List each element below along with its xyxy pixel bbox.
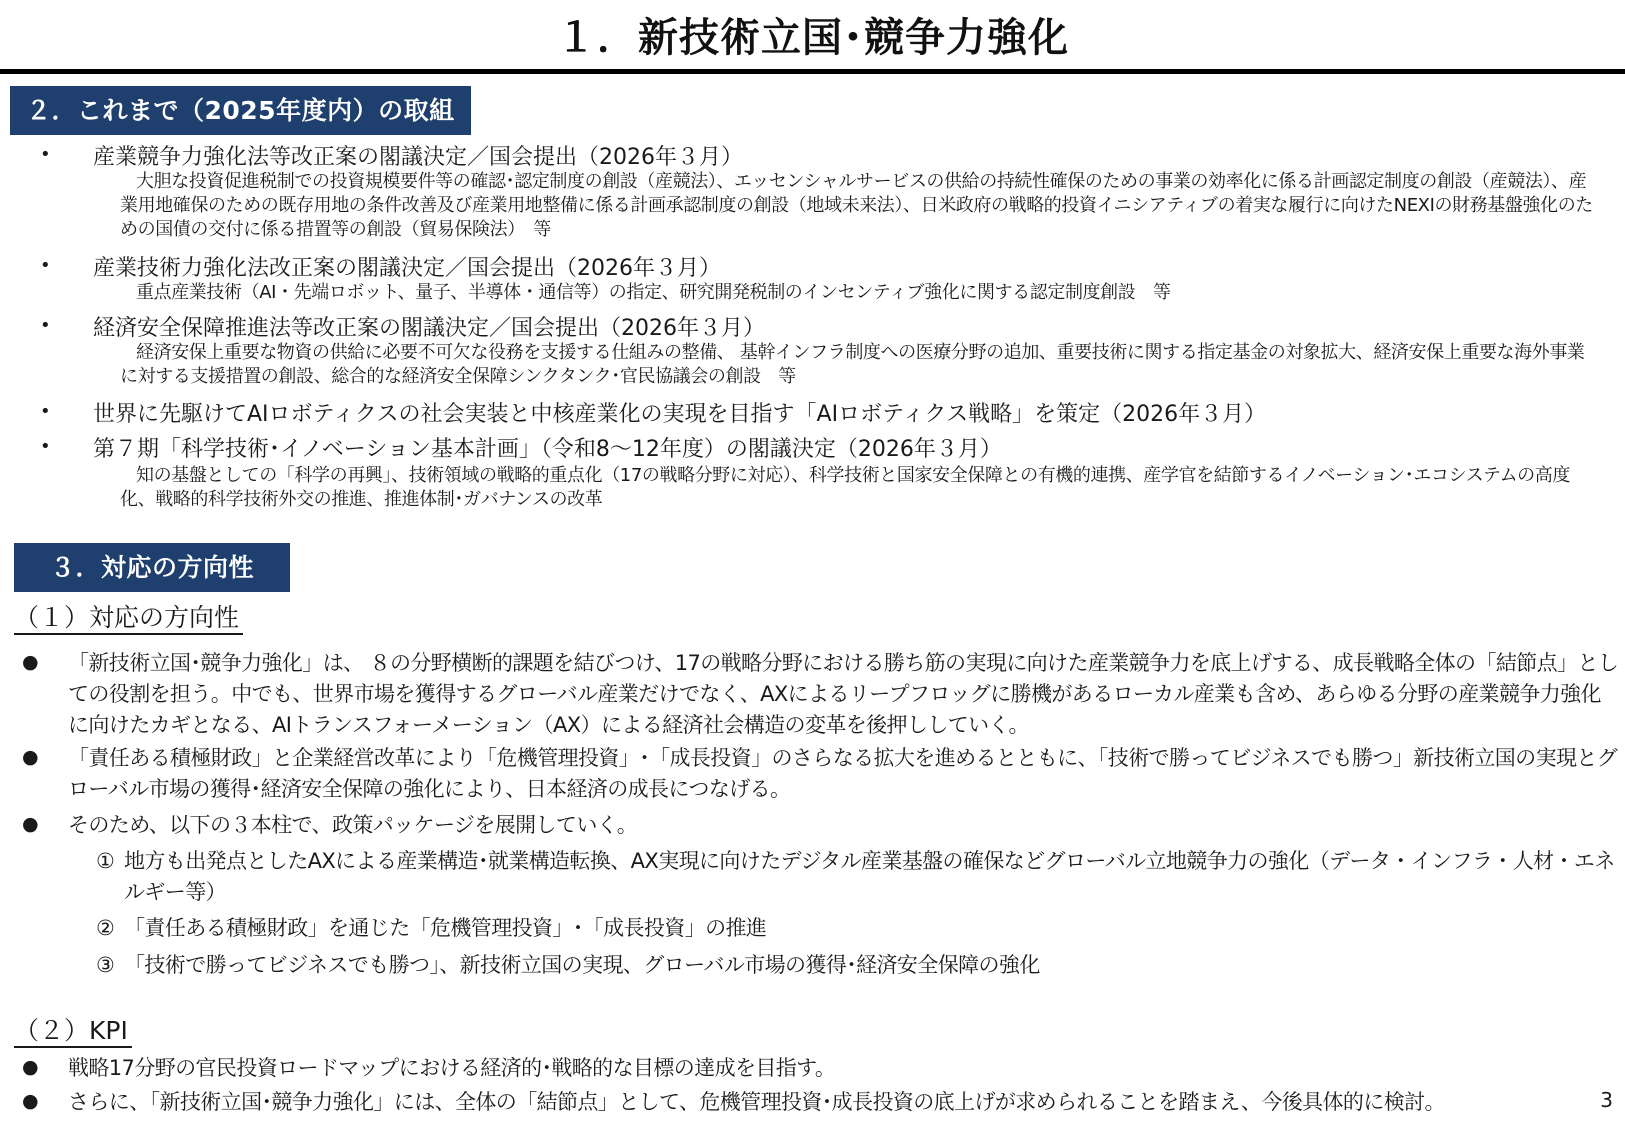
page-number: 3 xyxy=(1600,1088,1613,1112)
pillar-item xyxy=(96,846,1620,904)
bullet-icon: • xyxy=(40,144,51,165)
pillar-number: ③ xyxy=(96,953,115,977)
item-title: 産業競争力強化法等改正案の閣議決定／国会提出（2026年３月） xyxy=(93,145,743,170)
subsection-1-heading: （１）対応の方向性 xyxy=(14,603,243,635)
bullet-icon: • xyxy=(40,315,51,336)
bullet-icon: ● xyxy=(22,746,39,768)
bullet-icon: • xyxy=(40,255,51,276)
item-title: 経済安全保障推進法等改正案の閣議決定／国会提出（2026年３月） xyxy=(93,316,765,341)
pillar-number: ② xyxy=(96,916,115,940)
item-description: 大胆な投資促進税制での投資規模要件等の確認･認定制度の創設（産競法）、エッセンシャルサービスの供給の持続性確保のための事業の効率化に係る計画認定制度の創設（産競法）、産業用地確保のための既存用地の条件改善及び産業用地整備に係る計画承認制度の創設（地域未来法）、日米政府の戦略的投資イニシアティブの着実な履行に向けたNEXIの財務基盤強化のための国債の交付に係る措置等の創設（貿易保険法） 等 xyxy=(120,171,1593,240)
section-3-heading: ３．対応の方向性 xyxy=(14,543,290,592)
item-description: 知の基盤としての「科学の再興」、技術領域の戦略的重点化（17の戦略分野に対応）、科学技術と国家安全保障との有機的連携、産学官を結節するイノベーション･エコシステムの高度化、戦略的科学技術外交の推進、推進体制･ガバナンスの改革 xyxy=(120,465,1570,510)
bullet-icon: • xyxy=(40,436,51,457)
point-text: さらに、「新技術立国･競争力強化」には、全体の「結節点」として、危機管理投資･成長投資の底上げが求められることを踏まえ、今後具体的に検討。 xyxy=(68,1090,1445,1114)
point-text: そのため、以下の３本柱で、政策パッケージを展開していく。 xyxy=(68,813,638,837)
point-text: 「新技術立国･競争力強化」は、 ８の分野横断的課題を結びつけ、17の戦略分野における勝ち筋の実現に向けた産業競争力を底上げする、成長戦略全体の「結節点」としての役割を担う。中でも、世界市場を獲得するグローバル産業だけでなく、AXによるリープフロッグに勝機があるローカル産業も含め、あらゆる分野の産業競争力強化に向けたカギとなる、AIトランスフォーメーション（AX）による経済社会構造の変革を後押ししていく。 xyxy=(68,651,1619,737)
pillar-text: 「技術で勝ってビジネスでも勝つ」、新技術立国の実現、グローバル市場の獲得･経済安全保障の強化 xyxy=(124,953,1040,977)
bullet-icon: • xyxy=(40,401,51,422)
bullet-icon: ● xyxy=(22,1056,39,1078)
page-title: １．新技術立国･競争力強化 xyxy=(556,15,1069,61)
pillar-number: ① xyxy=(96,849,115,873)
section-2-heading: ２．これまで（2025年度内）の取組 xyxy=(10,86,471,135)
point-text: 戦略17分野の官民投資ロードマップにおける経済的･戦略的な目標の達成を目指す。 xyxy=(68,1056,836,1080)
item-title: 第７期「科学技術･イノベーション基本計画」（令和8～12年度）の閣議決定（2026年３月） xyxy=(93,437,1002,462)
pillar-text: 「責任ある積極財政」を通じた「危機管理投資」･「成長投資」の推進 xyxy=(124,916,767,940)
subsection-2-heading: （２）KPI xyxy=(14,1016,132,1048)
bullet-icon: ● xyxy=(22,1090,39,1112)
item-title: 世界に先駆けてAIロボティクスの社会実装と中核産業化の実現を目指す「AIロボティクス戦略」を策定（2026年３月） xyxy=(93,402,1267,427)
bullet-icon: ● xyxy=(22,651,39,673)
pillar-item xyxy=(96,913,1620,944)
point-text: 「責任ある積極財政」と企業経営改革により「危機管理投資」･「成長投資」のさらなる拡大を進めるとともに、「技術で勝ってビジネスでも勝つ」新技術立国の実現とグローバル市場の獲得･経済安全保障の強化により、日本経済の成長につなげる。 xyxy=(68,746,1618,801)
title-divider xyxy=(0,69,1625,74)
pillar-item xyxy=(96,950,1620,981)
bullet-icon: ● xyxy=(22,813,39,835)
pillar-text: 地方も出発点としたAXによる産業構造･就業構造転換、AX実現に向けたデジタル産業基盤の確保などグローバル立地競争力の強化（データ・インフラ・人材・エネルギー等） xyxy=(124,849,1615,904)
item-description: 重点産業技術（AI・先端ロボット、量子、半導体・通信等）の指定、研究開発税制のインセンティブ強化に関する認定制度創設 等 xyxy=(136,282,1171,303)
item-description: 経済安保上重要な物資の供給に必要不可欠な役務を支援する仕組みの整備、 基幹インフラ制度への医療分野の追加、重要技術に関する指定基金の対象拡大、経済安保上重要な海外事業に対する支援措置の創設、総合的な経済安全保障シンクタンク･官民協議会の創設 等 xyxy=(120,342,1585,387)
item-title: 産業技術力強化法改正案の閣議決定／国会提出（2026年３月） xyxy=(93,256,721,281)
